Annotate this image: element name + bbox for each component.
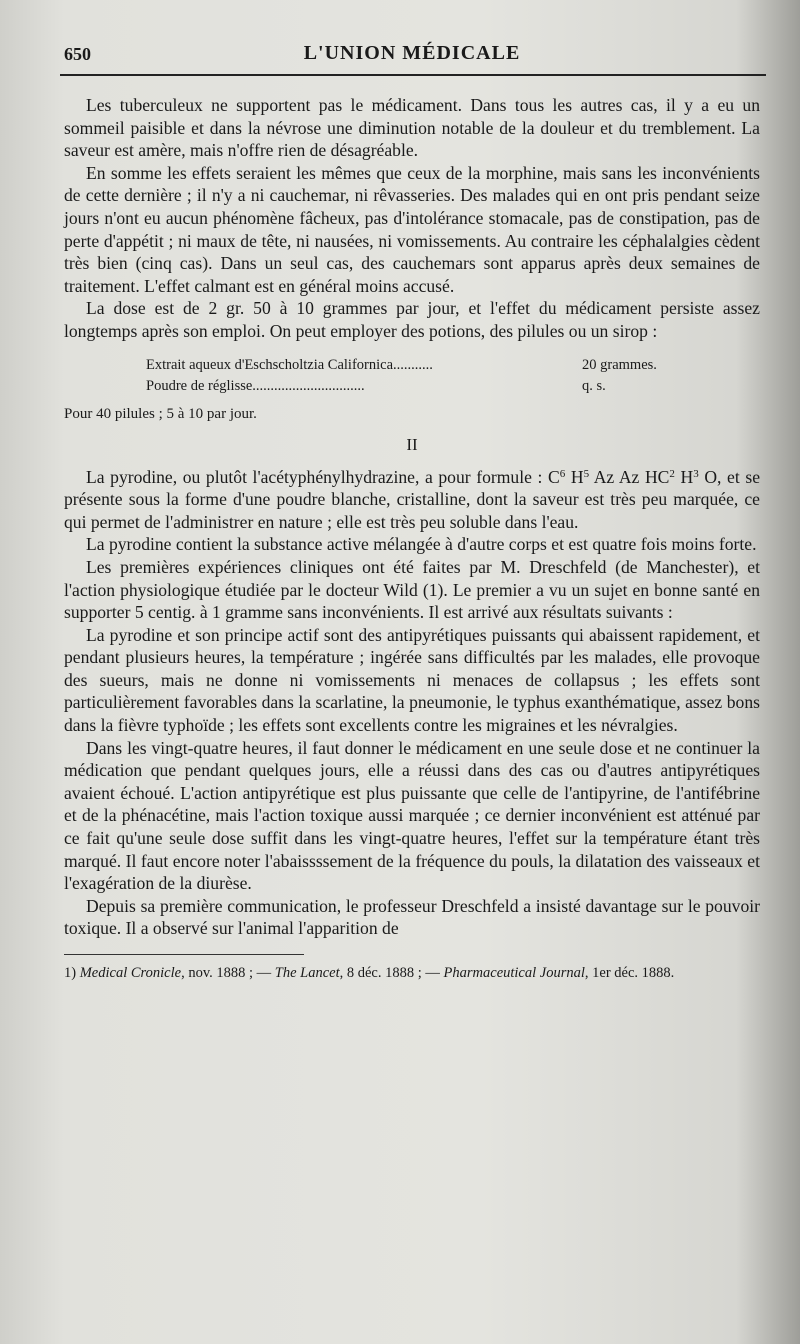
paragraph: La dose est de 2 gr. 50 à 10 grammes par jour, et l'effet du médicament persiste assez longtemps après son emploi. On peut employer des potions, des pilules ou un sirop : — [64, 298, 760, 341]
ingredient-quantity: 20 grammes. — [582, 356, 657, 373]
footnote-date: , 8 déc. 1888 ; — — [339, 965, 444, 981]
section-number: II — [406, 434, 418, 454]
paragraph: Les premières expériences cliniques ont été faites par M. Dreschfeld (de Manchester), et l'action physiologique étudiée par le docteur Wild (1). Le premier a vu un sujet en bonne santé en supporter 5 centig. à 1 gramme sans inconvénients. Il est arrivé aux résultats suivants : — [64, 556, 760, 623]
formula-row — [146, 376, 760, 397]
footnote-marker: 1) — [64, 965, 80, 981]
footnote-date: , 1er déc. 1888. — [584, 965, 675, 981]
ingredient-name: Poudre de réglisse............................... — [146, 377, 365, 394]
paragraph: La pyrodine contient la substance active mélangée à d'autre corps et est quatre fois moins forte. — [86, 534, 757, 555]
footnote-source: The Lancet — [274, 965, 340, 981]
header-rule — [60, 74, 766, 76]
footnote-rule — [64, 954, 304, 955]
superscript: 2 — [669, 467, 675, 480]
footnote-date: , nov. 1888 ; — — [181, 965, 275, 981]
running-title: L'UNION MÉDICALE — [303, 42, 521, 64]
footnote — [64, 963, 760, 983]
pill-dosage-note: Pour 40 pilules ; 5 à 10 par jour. — [64, 405, 257, 422]
page-header — [64, 34, 760, 74]
footnote-source: Pharmaceutical Journal — [443, 965, 585, 981]
paragraph: La pyrodine et son principe actif sont des antipyrétiques puissants qui abaissent rapidement, et pendant plusieurs heures, la température ; ingérée sans difficultés par les malades, elle provoque des sueurs, mais ne donne ni vomissements ni menaces de collapsus ; les effets sont particulièrement favorables dans la scarlatine, la pneumonie, le typhus exanthématique, assez bons dans la fièvre typhoïde ; les effets sont excellents contre les migraines et les névralgies. — [64, 624, 760, 736]
paragraph-pyrodine-formula — [64, 463, 760, 534]
paragraph: Depuis sa première communication, le professeur Dreschfeld a insisté davantage sur le pouvoir toxique. Il a observé sur l'animal l'apparition de — [64, 895, 760, 939]
text-run: Az Az HC — [589, 466, 670, 487]
paragraph: En somme les effets seraient les mêmes que ceux de la morphine, mais sans les inconvénients de cette dernière ; il n'y a ni cauchemar, ni rêvasseries. Des malades qui en ont pris pendant seize jours n'ont eu aucun phénomène fâcheux, pas d'intolérance stomacale, pas de constipation, pas de perte d'appétit ; ni maux de tête, ni nausées, ni vomissements. Au contraire les céphalalgies cèdent très bien (cinq cas). Dans un seul cas, des cauchemars sont apparus après deux semaines de traitement. L'effet calmant est en général moins accusé. — [64, 162, 760, 296]
ingredient-quantity: q. s. — [582, 377, 606, 394]
prescription-formula — [146, 355, 760, 397]
page-number: 650 — [64, 44, 91, 64]
paragraph: Dans les vingt-quatre heures, il faut donner le médicament en une seule dose et ne continuer la médication que pendant quelques jours, elle a réussi dans des cas ou d'autres antipyrétiques avaient échoué. L'action antipyrétique est plus puissante que celle de l'antipyrine, de l'antifébrine et de la phénacétine, mais l'action toxique aussi marquée ; ce dernier inconvénient est atténué par ce fait qu'une seule dose suffit dans les vingt-quatre heures, l'effet sur la température étant très marqué. Il faut encore noter l'abaissssement de la fréquence du pouls, la dilatation des vaisseaux et l'exagération de la diurèse. — [64, 737, 760, 894]
formula-row — [146, 355, 760, 376]
ingredient-name: Extrait aqueux d'Eschscholtzia Californica........... — [146, 356, 433, 373]
superscript: 6 — [559, 467, 566, 480]
text-run: La pyrodine, ou plutôt l'acétyphénylhydrazine, a pour formule : C — [86, 466, 560, 487]
superscript: 5 — [583, 467, 590, 480]
article-body — [64, 94, 760, 940]
footnote-source: Medical Cronicle — [79, 965, 182, 981]
text-run: O, et se présente sous la forme d'une poudre blanche, cristalline, dont la saveur est très peu marquée, ce qui permet de l'administrer en nature ; elle est très peu soluble dans l'eau. — [64, 466, 760, 532]
superscript: 3 — [693, 467, 699, 480]
paragraph: Les tuberculeux ne supportent pas le médicament. Dans tous les autres cas, il y a eu un sommeil paisible et dans la névrose une diminution notable de la douleur et du tremblement. La saveur est amère, mais n'offre rien de désagréable. — [64, 95, 760, 161]
text-run: H — [674, 466, 694, 487]
text-run: H — [565, 466, 584, 487]
